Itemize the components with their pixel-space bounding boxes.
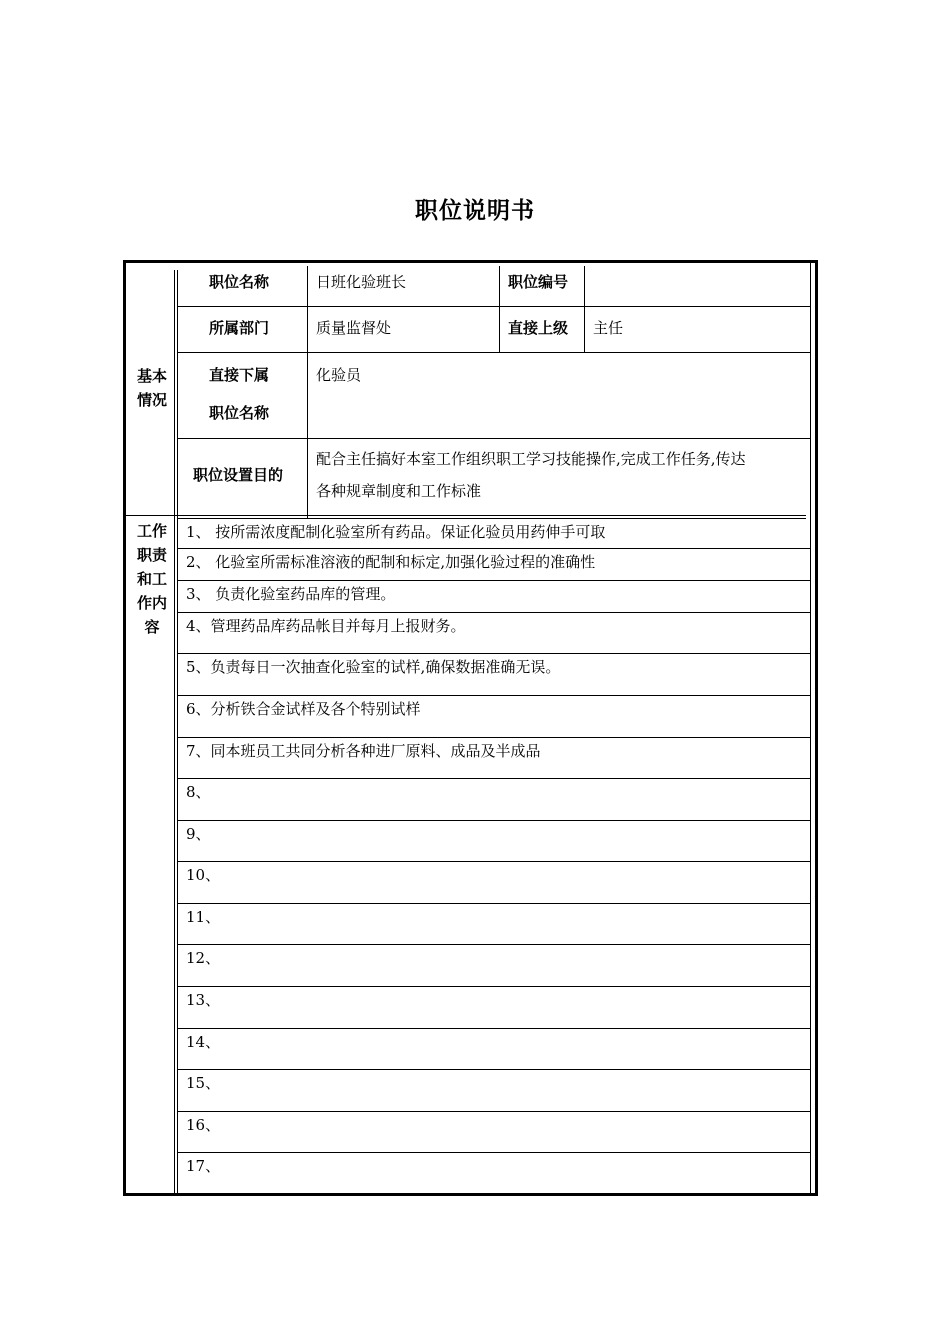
duty-row-divider xyxy=(178,903,810,904)
purpose-value-line2: 各种规章制度和工作标准 xyxy=(316,482,482,500)
duty-item: 3、 负责化验室药品库的管理。 xyxy=(186,585,396,603)
basic-col-divider-3 xyxy=(584,266,585,353)
duty-row-divider xyxy=(178,737,810,738)
basic-section-end-1 xyxy=(126,515,806,516)
duty-row-divider xyxy=(178,1069,810,1070)
department-value: 质量监督处 xyxy=(316,319,392,337)
basic-section-end-2 xyxy=(178,518,806,519)
position-name-value: 日班化验班长 xyxy=(316,273,407,291)
duty-row-divider xyxy=(178,1152,810,1153)
table-border-left xyxy=(123,260,126,1196)
basic-col-divider xyxy=(307,266,308,518)
basic-section-label: 基本情况 xyxy=(136,367,167,409)
duty-row-divider xyxy=(178,778,810,779)
inner-right-border xyxy=(810,263,811,1193)
supervisor-label: 直接上级 xyxy=(508,319,569,337)
duty-row-divider xyxy=(178,695,810,696)
duty-row-divider xyxy=(178,653,810,654)
duty-item: 8、 xyxy=(186,783,211,801)
label-column-line-2 xyxy=(177,270,178,1193)
duty-row-divider xyxy=(178,944,810,945)
duty-item: 1、 按所需浓度配制化验室所有药品。保证化验员用药伸手可取 xyxy=(186,523,606,541)
duty-item: 9、 xyxy=(186,825,211,843)
subordinate-value: 化验员 xyxy=(316,366,362,384)
duty-item: 10、 xyxy=(186,866,221,884)
duty-item: 4、管理药品库药品帐目并每月上报财务。 xyxy=(186,617,466,635)
duty-item: 15、 xyxy=(186,1074,221,1092)
duty-item: 7、同本班员工共同分析各种进厂原料、成品及半成品 xyxy=(186,742,541,760)
duty-row-divider xyxy=(178,580,810,581)
label-column-line-1 xyxy=(174,270,175,1193)
subordinate-label-line1: 直接下属 xyxy=(209,366,270,384)
duty-item: 12、 xyxy=(186,949,221,967)
duty-row-divider xyxy=(178,1111,810,1112)
purpose-label: 职位设置目的 xyxy=(193,466,284,484)
duty-item: 11、 xyxy=(186,908,221,926)
duty-item: 5、负责每日一次抽查化验室的试样,确保数据准确无误。 xyxy=(186,658,561,676)
duties-section-label: 工作职责和工作内容 xyxy=(136,522,167,636)
basic-row-line-3 xyxy=(178,438,810,439)
purpose-value-line1: 配合主任搞好本室工作组织职工学习技能操作,完成工作任务,传达 xyxy=(316,450,746,468)
duty-item: 17、 xyxy=(186,1157,221,1175)
duty-row-divider xyxy=(178,861,810,862)
basic-col-divider-2 xyxy=(499,266,500,353)
department-label: 所属部门 xyxy=(209,319,270,337)
duty-item: 6、分析铁合金试样及各个特别试样 xyxy=(186,700,421,718)
duty-row-divider xyxy=(178,548,810,549)
subordinate-label-line2: 职位名称 xyxy=(209,404,270,422)
position-no-label: 职位编号 xyxy=(508,273,569,291)
basic-row-line-2 xyxy=(178,352,810,353)
table-border-right xyxy=(815,260,818,1196)
basic-row-line-1 xyxy=(178,306,810,307)
table-border-top xyxy=(123,260,818,263)
duty-item: 16、 xyxy=(186,1116,221,1134)
duty-row-divider xyxy=(178,986,810,987)
page-title: 职位说明书 xyxy=(415,198,535,224)
duty-item: 2、 化验室所需标准溶液的配制和标定,加强化验过程的准确性 xyxy=(186,553,596,571)
duty-row-divider xyxy=(178,1028,810,1029)
duty-row-divider xyxy=(178,612,810,613)
supervisor-value: 主任 xyxy=(593,319,624,337)
duty-item: 14、 xyxy=(186,1033,221,1051)
duty-row-divider xyxy=(178,820,810,821)
duty-item: 13、 xyxy=(186,991,221,1009)
table-border-bottom xyxy=(123,1193,818,1196)
position-name-label: 职位名称 xyxy=(209,273,270,291)
